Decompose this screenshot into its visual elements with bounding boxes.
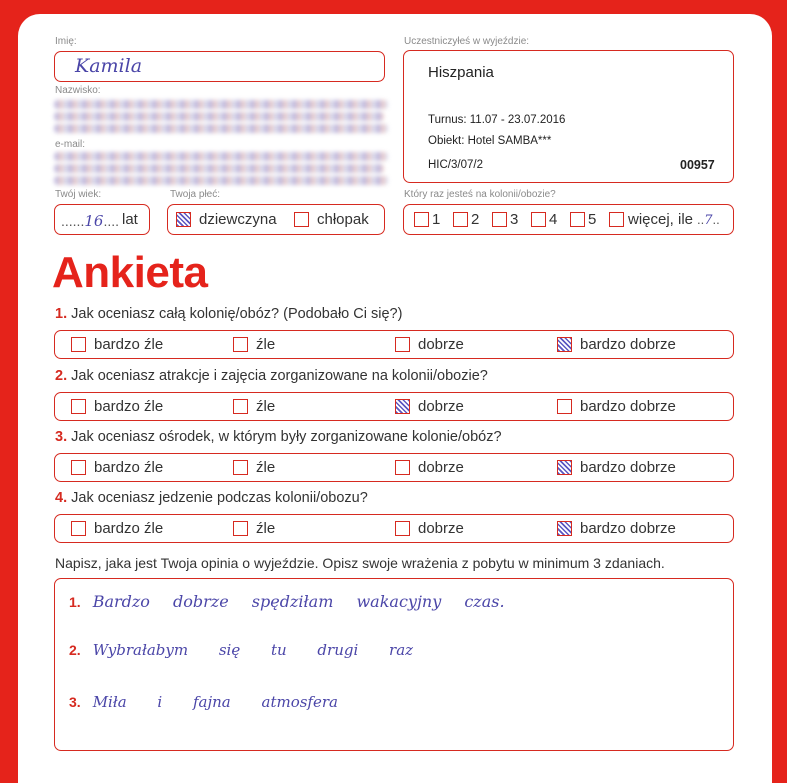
times-option-5[interactable]: [570, 211, 596, 228]
question-4: [55, 490, 368, 506]
question-3-option-4-label: bardzo dobrze: [580, 459, 676, 476]
times-dots-right: ..: [712, 211, 720, 227]
gender-label: Twoja płeć:: [170, 189, 221, 200]
question-2-options: [54, 392, 734, 421]
times-option-4-label: 4: [549, 211, 558, 228]
question-2-option-3-label: dobrze: [418, 398, 464, 415]
question-1: [55, 306, 402, 322]
question-1-options: [54, 330, 734, 359]
opinion-line-1: [69, 592, 505, 611]
question-2: [55, 368, 488, 384]
question-3-number: 3.: [55, 429, 68, 445]
checkbox-q2-option-2[interactable]: [233, 399, 248, 414]
question-4-option-1-label: bardzo źle: [94, 520, 164, 537]
question-1-option-1-label: bardzo źle: [94, 336, 164, 353]
question-3-option-3-label: dobrze: [418, 459, 464, 476]
checkbox-q4-option-2[interactable]: [233, 521, 248, 536]
checkbox-q2-option-1[interactable]: [71, 399, 86, 414]
opinion-text-3: Miła i fajna atmosfera: [92, 693, 338, 711]
question-4-options: [54, 514, 734, 543]
times-option-5-label: 5: [588, 211, 597, 228]
question-2-text: Jak oceniasz atrakcje i zajęcia zorganizowane na kolonii/obozie?: [71, 368, 488, 384]
question-4-option-4-label: bardzo dobrze: [580, 520, 676, 537]
question-3-option-2[interactable]: [233, 459, 275, 476]
opinion-text-2: Wybrałabym się tu drugi raz: [92, 641, 414, 659]
name-field[interactable]: [54, 51, 385, 82]
checkbox-boy[interactable]: [294, 212, 309, 227]
email-label: e-mail:: [55, 139, 86, 150]
trip-number: 00957: [680, 158, 715, 172]
question-1-number: 1.: [55, 306, 68, 322]
question-2-option-2-label: źle: [256, 398, 276, 415]
checkbox-times-2[interactable]: [453, 212, 468, 227]
question-4-option-2-label: źle: [256, 520, 276, 537]
question-4-option-1[interactable]: [71, 520, 163, 537]
question-1-option-3-label: dobrze: [418, 336, 464, 353]
checkbox-q3-option-3[interactable]: [395, 460, 410, 475]
opinion-num-2: 2.: [69, 642, 81, 658]
question-2-option-3[interactable]: [395, 398, 464, 415]
checkbox-q3-option-4[interactable]: [557, 460, 572, 475]
question-3-option-4[interactable]: [557, 459, 676, 476]
question-2-option-4[interactable]: [557, 398, 676, 415]
gender-option-boy-label: chłopak: [317, 211, 369, 228]
question-2-option-4-label: bardzo dobrze: [580, 398, 676, 415]
question-3-option-1-label: bardzo źle: [94, 459, 164, 476]
question-4-option-4[interactable]: [557, 520, 676, 537]
checkbox-q1-option-4[interactable]: [557, 337, 572, 352]
times-option-2-label: 2: [471, 211, 480, 228]
checkbox-times-1[interactable]: [414, 212, 429, 227]
question-3-option-2-label: źle: [256, 459, 276, 476]
gender-option-girl[interactable]: [176, 211, 277, 228]
gender-option-girl-label: dziewczyna: [199, 211, 277, 228]
trip-obiekt: Obiekt: Hotel SAMBA***: [428, 135, 552, 147]
trip-destination: Hiszpania: [428, 64, 494, 81]
opinion-box[interactable]: [54, 578, 734, 751]
age-value: 16: [84, 212, 104, 230]
trip-box: [403, 50, 734, 183]
trip-label: Uczestniczyłeś w wyjeździe:: [404, 36, 530, 47]
opinion-num-3: 3.: [69, 694, 81, 710]
question-1-option-3[interactable]: [395, 336, 464, 353]
age-label: Twój wiek:: [55, 189, 102, 200]
opinion-num-1: 1.: [69, 594, 81, 610]
question-1-option-4-label: bardzo dobrze: [580, 336, 676, 353]
question-4-option-2[interactable]: [233, 520, 275, 537]
checkbox-q4-option-1[interactable]: [71, 521, 86, 536]
question-2-option-1[interactable]: [71, 398, 163, 415]
checkbox-girl[interactable]: [176, 212, 191, 227]
trip-turnus: Turnus: 11.07 - 23.07.2016: [428, 114, 566, 126]
times-dots-left: ..: [697, 211, 705, 227]
opinion-line-3: [69, 693, 338, 711]
question-4-option-3-label: dobrze: [418, 520, 464, 537]
times-option-more[interactable]: [609, 211, 720, 228]
question-3-options: [54, 453, 734, 482]
name-label: Imię:: [55, 36, 77, 47]
age-field[interactable]: [54, 204, 150, 235]
opinion-text-1: Bardzo dobrze spędziłam wakacyjny czas.: [92, 592, 505, 611]
surname-field-redacted: [54, 96, 388, 138]
times-option-1[interactable]: [414, 211, 440, 228]
question-3-option-3[interactable]: [395, 459, 464, 476]
question-3-option-1[interactable]: [71, 459, 163, 476]
question-1-text: Jak oceniasz całą kolonię/obóz? (Podobało Ci się?): [71, 306, 403, 322]
opinion-line-2: [69, 641, 413, 659]
question-2-number: 2.: [55, 368, 68, 384]
times-field: [403, 204, 734, 235]
checkbox-q4-option-3[interactable]: [395, 521, 410, 536]
checkbox-q2-option-3[interactable]: [395, 399, 410, 414]
checkbox-times-4[interactable]: [531, 212, 546, 227]
question-1-option-1[interactable]: [71, 336, 163, 353]
times-more-value: 7: [704, 212, 713, 228]
question-4-text: Jak oceniasz jedzenie podczas kolonii/obozu?: [71, 490, 368, 506]
age-dots-left: ......: [61, 213, 85, 229]
times-label: Który raz jesteś na kolonii/obozie?: [404, 189, 556, 200]
checkbox-times-3[interactable]: [492, 212, 507, 227]
checkbox-q1-option-2[interactable]: [233, 337, 248, 352]
checkbox-times-more[interactable]: [609, 212, 624, 227]
times-option-2[interactable]: [453, 211, 479, 228]
checkbox-times-5[interactable]: [570, 212, 585, 227]
age-dots-right: ....: [103, 213, 119, 229]
checkbox-q4-option-4[interactable]: [557, 521, 572, 536]
question-1-option-2-label: źle: [256, 336, 276, 353]
times-option-3[interactable]: [492, 211, 518, 228]
question-1-option-2[interactable]: [233, 336, 275, 353]
checkbox-q2-option-4[interactable]: [557, 399, 572, 414]
times-more-label: więcej, ile: [628, 211, 694, 228]
question-1-option-4[interactable]: [557, 336, 676, 353]
times-option-1-label: 1: [432, 211, 441, 228]
times-option-3-label: 3: [510, 211, 519, 228]
question-3: [55, 429, 502, 445]
page-title: Ankieta: [52, 248, 208, 297]
times-option-4[interactable]: [531, 211, 557, 228]
question-2-option-1-label: bardzo źle: [94, 398, 164, 415]
gender-option-boy[interactable]: [294, 211, 369, 228]
gender-field: [167, 204, 385, 235]
checkbox-q1-option-3[interactable]: [395, 337, 410, 352]
name-value: Kamila: [75, 55, 143, 77]
trip-code: HIC/3/07/2: [428, 159, 483, 171]
age-unit: lat: [122, 211, 138, 228]
question-4-number: 4.: [55, 490, 68, 506]
question-3-text: Jak oceniasz ośrodek, w którym były zorganizowane kolonie/obóz?: [71, 429, 502, 445]
email-field-redacted: [54, 148, 388, 186]
checkbox-q1-option-1[interactable]: [71, 337, 86, 352]
checkbox-q3-option-1[interactable]: [71, 460, 86, 475]
opinion-prompt: Napisz, jaka jest Twoja opinia o wyjeździe. Opisz swoje wrażenia z pobytu w minimum 3 zdaniach.: [55, 555, 665, 571]
checkbox-q3-option-2[interactable]: [233, 460, 248, 475]
question-4-option-3[interactable]: [395, 520, 464, 537]
question-2-option-2[interactable]: [233, 398, 275, 415]
surname-label: Nazwisko:: [55, 85, 101, 96]
